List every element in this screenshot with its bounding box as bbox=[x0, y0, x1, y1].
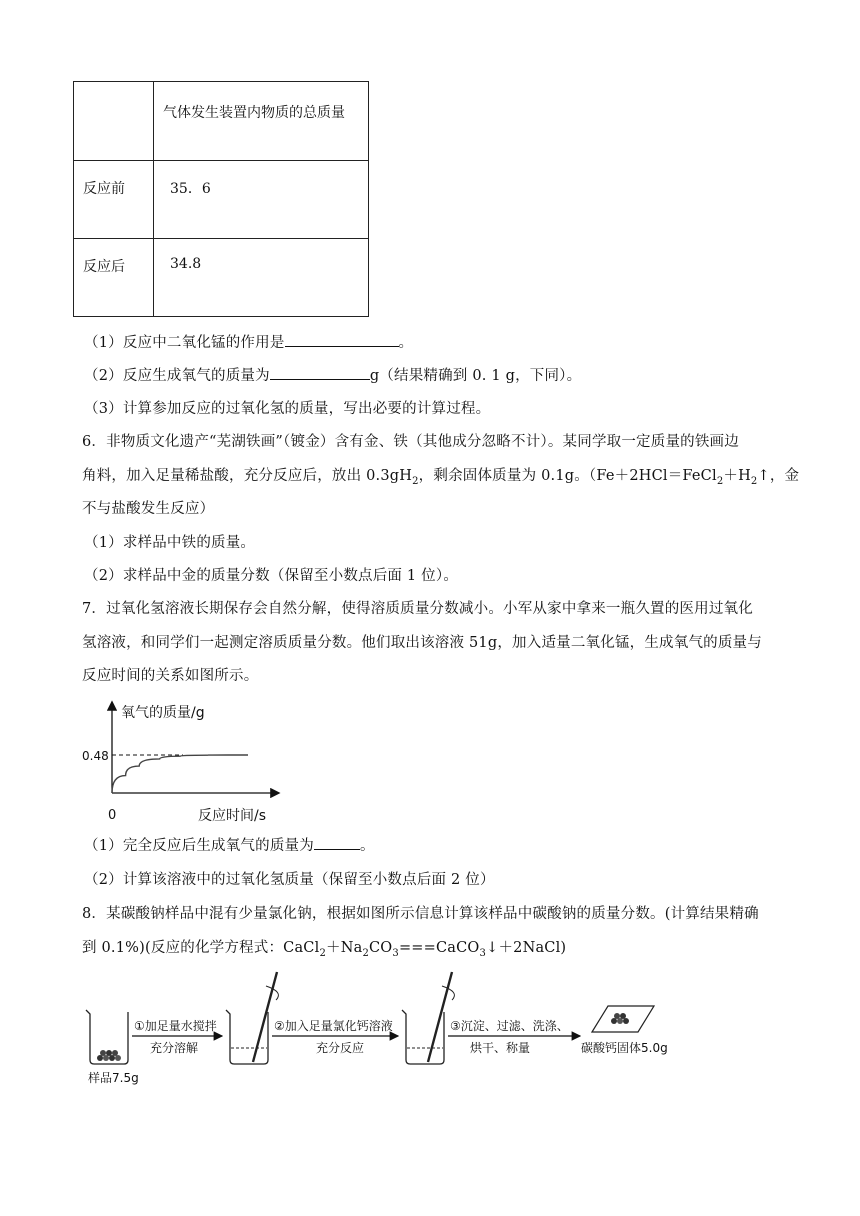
answer-blank[interactable] bbox=[314, 835, 360, 850]
table-header-empty bbox=[74, 82, 154, 161]
data-table bbox=[73, 81, 369, 317]
q7-sub2: （2）计算该溶液中的过氧化氢质量（保留至小数点后面 2 位） bbox=[84, 872, 495, 888]
q7-text-line3: 反应时间的关系如图所示。 bbox=[82, 668, 259, 684]
q7-text-line2: 氢溶液，和同学们一起测定溶质质量分数。他们取出该溶液 51g，加入适量二氧化锰，生成氧气的质量与 bbox=[82, 635, 762, 651]
step2-text-a: ②加入足量氯化钙溶液 bbox=[274, 1019, 393, 1033]
step3-text-a: ③沉淀、过滤、洗涤、 bbox=[450, 1019, 569, 1033]
q6-sub1: （1）求样品中铁的质量。 bbox=[84, 535, 256, 551]
table-row-label: 反应后 bbox=[74, 239, 154, 317]
answer-blank[interactable] bbox=[285, 332, 399, 347]
q8-text-line1: 8．某碳酸钠样品中混有少量氯化钠，根据如图所示信息计算该样品中碳酸钠的质量分数。(计算结果精确 bbox=[82, 906, 759, 922]
table-row-value: 34.8 bbox=[154, 239, 369, 317]
table-row-label: 反应前 bbox=[74, 161, 154, 239]
q5-sub1: （1）反应中二氧化锰的作用是 。 bbox=[84, 331, 413, 352]
q6-text-line2: 角料，加入足量稀盐酸，充分反应后，放出 $0.3gH_2$，剩余固体质量为 0.1g。（$Fe+2HCl=FeCl_2+H_2↑$，金 bbox=[82, 468, 800, 487]
oxygen-mass-chart bbox=[78, 695, 298, 825]
beaker-stir-icon bbox=[226, 972, 278, 1064]
oxygen-curve bbox=[112, 755, 248, 793]
sample-label: 样品7.5g bbox=[88, 1071, 139, 1085]
q6-sub2: （2）求样品中金的质量分数（保留至小数点后面 1 位）。 bbox=[84, 568, 459, 584]
q6-text-line1: 6．非物质文化遗产“芜湖铁画”（镀金）含有金、铁（其他成分忽略不计）。某同学取一定质量的铁画边 bbox=[82, 434, 739, 450]
step3-text-b: 烘干、称量 bbox=[470, 1041, 531, 1055]
q5-sub3: （3）计算参加反应的过氧化氢的质量，写出必要的计算过程。 bbox=[84, 401, 491, 417]
y-tick-label: 0.48 bbox=[82, 749, 109, 763]
beaker-react-icon bbox=[402, 972, 454, 1064]
q7-sub1: （1）完全反应后生成氧气的质量为 。 bbox=[84, 834, 375, 855]
step2-text-b: 充分反应 bbox=[316, 1041, 365, 1055]
beaker-sample-icon bbox=[86, 1010, 128, 1064]
calcium-carbonate-solid-icon bbox=[592, 1006, 654, 1032]
table-header-cell: 气体发生装置内物质的总质量 bbox=[154, 82, 369, 161]
answer-blank[interactable] bbox=[270, 365, 370, 380]
q7-text-line1: 7．过氧化氢溶液长期保存会自然分解，使得溶质质量分数减小。小军从家中拿来一瓶久置的医用过氧化 bbox=[82, 601, 753, 617]
step1-text-a: ①加足量水搅拌 bbox=[134, 1019, 217, 1033]
flow-diagram bbox=[78, 968, 678, 1088]
result-label: 碳酸钙固体5.0g bbox=[581, 1041, 668, 1055]
y-axis-label: 氧气的质量/g bbox=[121, 705, 205, 721]
table-row-value: 35．6 bbox=[154, 161, 369, 239]
step1-text-b: 充分溶解 bbox=[150, 1041, 199, 1055]
x-axis-label: 反应时间/s bbox=[198, 808, 267, 824]
q8-text-line2: 到 0.1%)(反应的化学方程式：$CaCl_2+Na_2CO_3===CaCO_3↓+2NaCl$) bbox=[82, 940, 567, 959]
q5-sub2: （2）反应生成氧气的质量为 g（结果精确到 0. 1 g，下同）。 bbox=[84, 364, 581, 385]
q6-text-line3: 不与盐酸发生反应） bbox=[82, 501, 215, 517]
origin-label: 0 bbox=[108, 808, 117, 823]
